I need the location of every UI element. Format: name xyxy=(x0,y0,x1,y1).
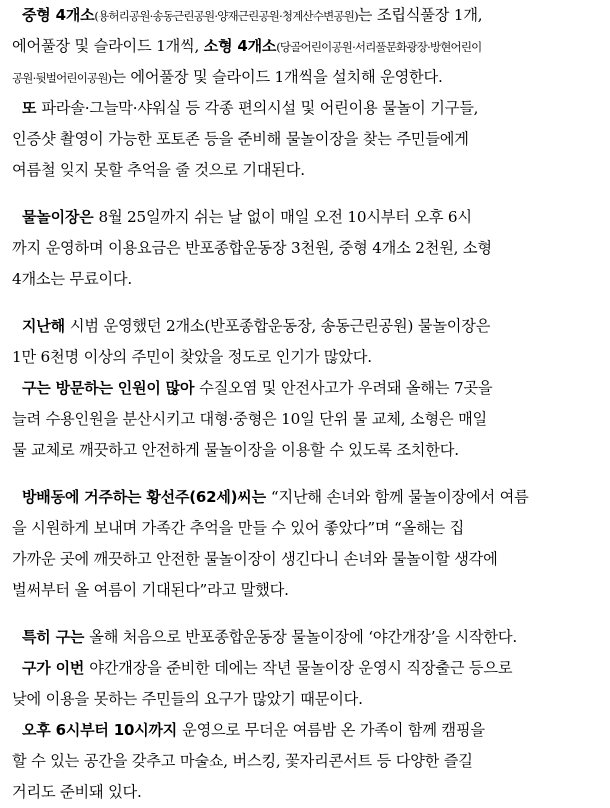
text-line xyxy=(12,124,598,155)
text-line xyxy=(12,544,598,575)
body-text: 낮에 이용을 못하는 주민들의 요구가 많았기 때문이다. xyxy=(12,690,363,708)
text-line xyxy=(12,155,598,186)
text-line xyxy=(12,31,598,62)
text-line xyxy=(12,746,598,777)
text-line xyxy=(12,202,598,233)
text-line xyxy=(12,233,598,264)
paragraph-gap xyxy=(12,606,598,622)
paragraph-4 xyxy=(12,482,598,606)
bold-text: 오후 6시부터 10시까지 xyxy=(22,721,183,739)
bold-text: 중형 4개소 xyxy=(22,6,95,24)
bold-text: 구는 방문하는 인원이 많아 xyxy=(22,379,200,397)
body-text: 벌써부터 올 여름이 기대된다”라고 말했다. xyxy=(12,581,289,599)
body-text: 파라솔·그늘막·샤워실 등 각종 편의시설 및 어린이용 물놀이 기구들, xyxy=(41,99,479,117)
paragraph-5 xyxy=(12,622,598,808)
body-text: 늘려 수용인원을 분산시키고 대형·중형은 10일 단위 물 교체, 소형은 매일 xyxy=(12,410,488,428)
text-line xyxy=(12,342,598,373)
bold-text: 또 xyxy=(22,99,42,117)
bold-text: 특히 구는 xyxy=(22,628,90,646)
body-text: 거리도 준비돼 있다. xyxy=(12,783,142,801)
text-line xyxy=(12,311,598,342)
bold-text: 물놀이장은 xyxy=(22,208,99,226)
text-line xyxy=(12,513,598,544)
bold-text: 지난해 xyxy=(22,317,70,335)
text-line xyxy=(12,62,598,93)
body-text: 할 수 있는 공간을 갖추고 마술쇼, 버스킹, 꽃자리콘서트 등 다양한 즐길 xyxy=(12,752,473,770)
body-text: 시범 운영했던 2개소(반포종합운동장, 송동근린공원) 물놀이장은 xyxy=(69,317,491,335)
body-text: 에어풀장 및 슬라이드 1개씩, xyxy=(12,37,204,55)
bold-text: 소형 4개소 xyxy=(203,37,277,55)
small-text: (당골어린이공원·서리풀문화광장·방현어린이 xyxy=(276,40,482,54)
text-line xyxy=(12,373,598,404)
text-line xyxy=(12,404,598,435)
body-text: 을 시원하게 보내며 가족간 추억을 만들 수 있어 좋았다”며 “올해는 집 xyxy=(12,519,465,537)
body-text: 물 교체로 깨끗하고 안전하게 물놀이장을 이용할 수 있도록 조치한다. xyxy=(12,441,459,459)
small-text: 공원·뒷벌어린이공원) xyxy=(12,71,112,85)
text-line xyxy=(12,575,598,606)
body-text: 8월 25일까지 쉬는 날 없이 매일 오전 10시부터 오후 6시 xyxy=(98,208,472,226)
small-text: (용허리공원·송동근린공원·양재근린공원·청계산수변공원) xyxy=(94,9,358,23)
body-text: “지난해 손녀와 함께 물놀이장에서 여름 xyxy=(270,488,529,506)
body-text: 운영으로 무더운 여름밤 온 가족이 함께 캠핑을 xyxy=(182,721,485,739)
text-line xyxy=(12,93,598,124)
body-text: 는 조립식풀장 1개, xyxy=(357,6,483,24)
bold-text: 방배동에 거주하는 황선주(62세)씨는 xyxy=(22,488,271,506)
body-text: 4개소는 무료이다. xyxy=(12,270,133,288)
text-line xyxy=(12,264,598,295)
body-text: 올해 처음으로 반포종합운동장 물놀이장에 ‘야간개장’을 시작한다. xyxy=(89,628,517,646)
text-line xyxy=(12,0,598,31)
body-text: 야간개장을 준비한 데에는 작년 물놀이장 운영시 직장출근 등으로 xyxy=(89,659,513,677)
body-text: 인증샷 촬영이 가능한 포토존 등을 준비해 물놀이장을 찾는 주민들에게 xyxy=(12,130,469,148)
text-line xyxy=(12,622,598,653)
body-text: 수질오염 및 안전사고가 우려돼 올해는 7곳을 xyxy=(199,379,493,397)
text-line xyxy=(12,715,598,746)
body-text: 는 에어풀장 및 슬라이드 1개씩을 설치해 운영한다. xyxy=(111,68,443,86)
text-line xyxy=(12,482,598,513)
body-text: 여름철 잊지 못할 추억을 줄 것으로 기대된다. xyxy=(12,161,305,179)
text-line xyxy=(12,653,598,684)
text-line xyxy=(12,777,598,808)
body-text: 가까운 곳에 깨끗하고 안전한 물놀이장이 생긴다니 손녀와 물놀이할 생각에 xyxy=(12,550,498,568)
bold-text: 구가 이번 xyxy=(22,659,90,677)
text-line xyxy=(12,684,598,715)
body-text: 1만 6천명 이상의 주민이 찾았을 정도로 인기가 많았다. xyxy=(12,348,372,366)
body-text: 까지 운영하며 이용요금은 반포종합운동장 3천원, 중형 4개소 2천원, 소형 xyxy=(12,239,492,257)
text-line xyxy=(12,435,598,466)
paragraph-gap xyxy=(12,186,598,202)
paragraph-gap xyxy=(12,295,598,311)
paragraph-1 xyxy=(12,0,598,186)
paragraph-2 xyxy=(12,202,598,295)
paragraph-gap xyxy=(12,466,598,482)
paragraph-3 xyxy=(12,311,598,466)
